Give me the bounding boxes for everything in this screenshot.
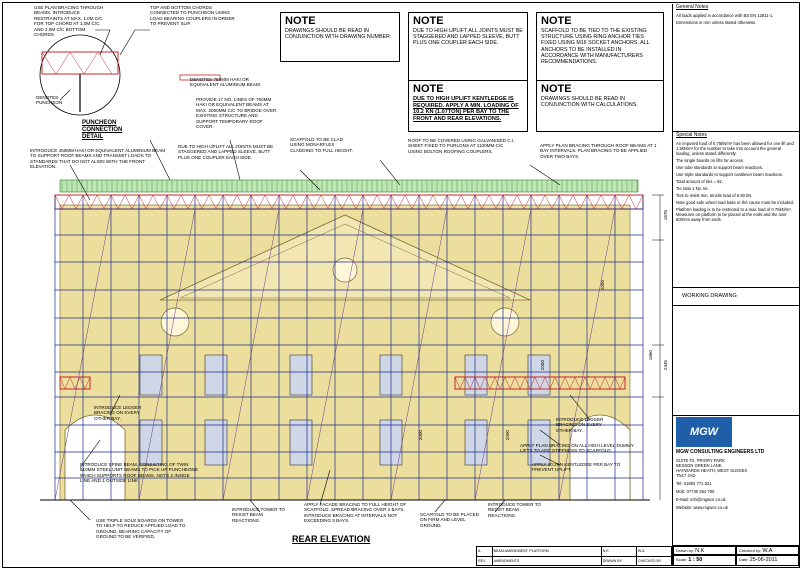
annotation-plan-bracing-high: APPLY PLAN BRACING ON ALL HIGH LEVEL DUMMY LIFTS TO ADD STIFFNESS TO SCAFFOLD. — [520, 443, 634, 454]
special-note: Use triple standards to support cantilever beam reactions. — [676, 172, 784, 177]
special-note: Ties to resist min. tensile load of 6.50 kN. — [676, 193, 753, 198]
special-note: The single boards on lifts for access. — [676, 158, 744, 163]
scale-cell — [673, 555, 736, 566]
special-note: Platform loading is to be restricted to a max load of 0.75kN/m². Measures on platform to be placed at the ends and the over 600mm away from ends. — [676, 207, 792, 222]
annotation-denotes-puncheon: DENOTES PUNCHEON — [36, 95, 63, 106]
annotation-facade-bracing: APPLY FACADE BRACING TO FULL HEIGHT OF SCAFFOLD. SPREAD BRACING OVER 2 BAYS. INTRODUCE BRACING AT INTERVALS NOT EXCEEDING 5 BAYS. — [304, 502, 407, 524]
general-note: All loads applied in accordance with BS EN 12811-1. — [676, 13, 774, 18]
round-window-center — [333, 258, 357, 282]
revision-cell: N.K — [602, 547, 637, 556]
note-box-4 — [408, 80, 528, 132]
dimension-label: 2000 — [418, 430, 423, 441]
title-block — [672, 4, 799, 566]
date-value: 25-06-2011 — [749, 557, 778, 563]
telephone: Tel: 01892 771 521 — [676, 481, 712, 486]
note-body: DUE TO HIGH UPLIFT KENTLEDGE IS REQUIRED. APPLY A MIN. LOADING OF 10.2 KN (1.07TON) PER BAY TO THE FRONT AND REAR ELEVATIONS. — [413, 96, 519, 122]
annotation-spine-beam: INTRODUCE SPINE BEAM, CONSISTING OF TWIN 610MM STEEL UNIT BEAMS TO PICK UP PUNCHEONS WHICH SUPPORTS ROOF BEAMS. NOTE 2 INSIDE LINE AND 1 OUTSIDE LINK. — [80, 462, 198, 484]
annotation-scaffold-placed: SCAFFOLD TO BE PLACED ON FIRM AND LEVEL GROUND. — [420, 512, 480, 528]
address-line: BESSON GREEN LANE — [676, 463, 722, 468]
dimension-label: 2000 — [600, 280, 605, 291]
drawn-by-cell — [673, 546, 736, 555]
revision-header: DRAWN BY — [602, 557, 637, 566]
drawn-by-label: Drawn by: — [676, 548, 695, 553]
note-box-5 — [536, 80, 664, 132]
note-body: SCAFFOLD TO BE TIED TO THE EXISTING STRUCTURE USING RING ANCHOR TIES FIXED USING M16 SOCKET ANCHORS. ALL ANCHORS TO BE INSTALLED IN ACCORDANCE WITH MANUFACTURERS RECOMMENDATIONS. — [541, 28, 650, 66]
address-line: SUITE F2, PRIORY PARK — [676, 458, 725, 463]
annotation-apply-plan-bracing-roof: APPLY PLAN BRACING THROUGH ROOF BEAMS AT 1 BAY INTERVALS. PLAN BRACING TO BE APPLIED OVER TWO BAYS. — [540, 143, 657, 159]
special-note: Total amount of ties = 92. — [676, 179, 723, 184]
drawing-title: REAR ELEVATION — [292, 534, 371, 544]
scale-label: Scale: — [676, 557, 688, 562]
status-section — [673, 288, 799, 306]
annotation-ledger-bracing-left: INTRODUCE LEDGER BRACING ON EVERY OTHER BAY. — [94, 405, 142, 421]
website: Website: www.mgwce.co.uk — [676, 505, 728, 510]
general-notes-heading: General Notes — [676, 4, 709, 10]
special-note: Note good safe wheel load base or the cause must be included. — [676, 200, 795, 205]
round-window-right — [491, 308, 519, 336]
note-title: NOTE — [413, 15, 444, 27]
note-body: DUE TO HIGH UPLIFT ALL JOINTS MUST BE STAGGERED AND LAPPED SLEEVE, BUTT PLUS ONE COUPLER EACH SIDE. — [413, 28, 523, 47]
arch-left — [65, 415, 125, 500]
annotation-plan-bracing-top: USE PLAN BRACING THROUGH BEAMS. INTRODUCE RESTRAINTS AT MAX. 1.0M C/C FOR TOP CHORD AT 1.0M C/C AND 2.0M C/C BOTTOM CHORDS — [34, 5, 104, 38]
annotation-ledger-bracing-right: INTRODUCE LEDGER BRACING ON EVERY OTHER BAY. — [556, 417, 604, 433]
revision-table — [476, 546, 672, 566]
revision-cell: W.A — [637, 549, 645, 553]
revision-header-row — [477, 557, 671, 566]
special-notes-section — [673, 132, 799, 288]
dimension-label: 2000 — [540, 360, 545, 371]
checked-by-value: W.A — [762, 548, 773, 554]
note-box-2 — [408, 12, 528, 82]
annotation-tower-right: INTRODUCE TOWER TO RESIST BEAM REACTIONS. — [488, 502, 542, 518]
revision-row — [477, 547, 671, 557]
address-line: TN17 4AD — [676, 473, 696, 478]
annotation-roof-covered: ROOF TO BE COVERED USING GALVANISED C.I. SHEET FIXED TO PURLONS AT 1100MM C/C USING BOLTON ROOFING COUPLERS. — [408, 138, 515, 154]
annotation-introduce-450: INTRODUCE 450MM HAKI OR EQUIVALENT ALUMINIUM BEAM TO SUPPORT ROOF BEAMS AND TRANSMIT LOADS TO STANDARDS THAT DO NOT ALIGN WITH THE FRONT ELEVATION. — [30, 148, 166, 170]
logo-text: MGW — [689, 426, 719, 438]
checked-by-label: Checked by: — [739, 548, 762, 553]
puncheon-detail-title: PUNCHEON CONNECTION DETAIL — [82, 120, 123, 140]
note-body: DRAWINGS SHOULD BE READ IN CONJUNCTION WITH CALCULATIONS. — [541, 96, 638, 109]
scale-value: 1 : 50 — [688, 557, 703, 563]
checked-by-cell — [736, 546, 799, 555]
address-line: HAYWARDS HEATH, WEST SUSSEX — [676, 468, 748, 473]
revision-cell: BEAM AMENDMENT, PLATFORM — [493, 547, 602, 556]
special-notes-heading: Special Notes — [676, 132, 707, 138]
date-cell — [736, 555, 799, 566]
revision-header: AMENDMENTS — [493, 557, 602, 566]
annotation-kentledge: APPLY 10.2KN KENTLEDGE PER BAY TO PREVENT UPLIFT. — [532, 462, 621, 473]
roof-beam-lacing — [636, 195, 643, 209]
general-note: Dimensions in mm unless stated otherwise. — [676, 20, 757, 25]
roof-beam-lacing — [55, 195, 62, 209]
revision-header: CHECKED BY — [637, 559, 662, 563]
note-box-1 — [280, 12, 400, 62]
special-note: An imposed load of 0.75kN/m² has been allowed for one lift and 1.5kN/m² for the number to take into account the general loading, unless stated differently. — [676, 141, 794, 156]
annotation-top-bottom-chords: TOP AND BOTTOM CHORDS CONNECTED TO PUNCHEON USING LOAD BEARING COUPLERS IN ORDER TO PREVENT SLIP. — [150, 5, 235, 27]
note-title: NOTE — [541, 15, 572, 27]
note-body: DRAWINGS SHOULD BE READ IN CONJUNCTION WITH DRAWING NUMBER: — [285, 28, 392, 41]
general-notes-section — [673, 4, 799, 132]
date-label: Date: — [739, 557, 749, 562]
annotation-denotes-beam: DENOTES 750MM HAKI OR EQUIVALENT ALUMINIUM BEAM. — [190, 77, 262, 88]
annotation-scaffold-clad: SCAFFOLD TO BE CLAD USING MONARFLEX CLADDING TO FULL HEIGHT. — [290, 137, 353, 153]
note-title: NOTE — [285, 15, 316, 27]
special-note: Tie ratio 1 No. tie. — [676, 186, 709, 191]
blank-section — [673, 306, 799, 416]
dimension-label: 2000 — [505, 430, 510, 441]
dimension-label: 1676 — [663, 210, 668, 221]
note-title: NOTE — [541, 83, 572, 95]
dimension-label: 1660 — [648, 350, 653, 361]
annotation-tower-left: INTRODUCE TOWER TO RESIST BEAM REACTIONS. — [232, 507, 286, 523]
note-box-3 — [536, 12, 664, 82]
status-label: WORKING DRAWING — [682, 293, 737, 299]
special-note: Use tube standards to support beam reactions. — [676, 165, 764, 170]
annotation-high-uplift-joints: DUE TO HIGH UPLIFT ALL JOINTS MUST BE STAGGERED AND LAPPED SLEEVE, BUTT PLUS ONE COUPLER EACH SIDE. — [178, 144, 274, 160]
mobile: Mob: 07730 354 706 — [676, 489, 715, 494]
company-logo — [676, 417, 732, 447]
roof-cover — [60, 180, 638, 192]
revision-header: REV. — [477, 557, 493, 566]
annotation-provide-lines: PROVIDE 17 NO. LINES OF 750MM HAKI OR EQUIVALENT BEAMS AT MAX. 2000MM C/C TO BRIDGE OVER EXISTING STRUCTURE AND SUPPORT TEMPORARY ROOF COVER. — [196, 97, 277, 130]
revision-cell: A — [477, 547, 493, 556]
drawn-by-value: N.K — [695, 548, 705, 554]
company-section — [673, 416, 799, 546]
note-title: NOTE — [413, 83, 444, 95]
dimension-label: 2445 — [663, 360, 668, 371]
company-name: MGW CONSULTING ENGINEERS LTD — [676, 449, 765, 455]
email: E-Mail: info@mgwce.co.uk — [676, 497, 726, 502]
annotation-sole-boards: USE TRIPLE SOLE BOARDS ON TOWER TO HELP TO REDUCE APPLIED LOAD TO GROUND. BEARING CAPACITY OF GROUND TO BE VERIFIED. — [96, 518, 186, 540]
